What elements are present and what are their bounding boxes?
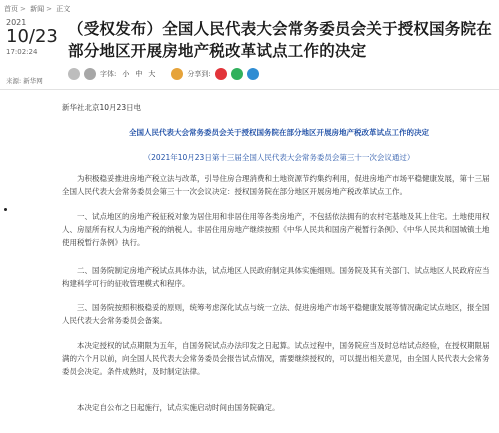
weibo-icon[interactable] [215, 68, 227, 80]
breadcrumb-separator: > [46, 5, 52, 13]
article-paragraph: 二、国务院制定房地产税试点具体办法，试点地区人民政府制定具体实施细则。国务院及其有关部门、试点地区人民政府应当构建科学可行的征收管理模式和程序。 [62, 266, 490, 288]
wechat-icon[interactable] [231, 68, 243, 80]
share-icon [171, 68, 183, 80]
breadcrumb [4, 4, 72, 14]
header-divider [0, 89, 499, 90]
document-subtitle: （2021年10月23日第十三届全国人民代表大会常务委员会第三十一次会议通过） [143, 153, 415, 162]
font-size-label: 字体: [100, 70, 117, 78]
breadcrumb-current: 正文 [56, 5, 71, 13]
share-label: 分享到: [187, 70, 211, 78]
article-paragraph: 本决定自公布之日起施行，试点实施启动时间由国务院确定。 [77, 403, 280, 412]
article-dateline: 新华社北京10月23日电 [62, 103, 142, 112]
breadcrumb-separator: > [20, 5, 26, 13]
breadcrumb-home-link[interactable]: 首页 [4, 5, 18, 13]
article-paragraph: 为积极稳妥推进房地产税立法与改革，引导住房合理消费和土地资源节约集约利用，促进房地产市场平稳健康发展，第十三届全国人民代表大会常务委员会第三十一次会议决定：授权国务院在部分地区开展房地产税改革试点工作。 [62, 174, 490, 196]
article-toolbar [68, 66, 259, 82]
font-small-button[interactable]: 小 [122, 70, 130, 78]
article-paragraph: 三、国务院按照积极稳妥的原则，统筹考虑深化试点与统一立法、促进房地产市场平稳健康发展等情况确定试点地区，报全国人民代表大会常务委员会备案。 [62, 303, 490, 325]
bullet-marker [4, 208, 7, 211]
page-title: （受权发布）全国人民代表大会常务委员会关于授权国务院在部分地区开展房地产税改革试点工作的决定 [68, 20, 492, 60]
print-icon[interactable] [68, 68, 80, 80]
font-icon [84, 68, 96, 80]
source-label: 来源: 新华网 [6, 77, 43, 85]
publish-time: 17:02:24 [6, 48, 38, 56]
article-paragraph: 一、试点地区的房地产税征税对象为居住用和非居住用等各类房地产，不包括依法拥有的农村宅基地及其上住宅。土地使用权人、房屋所有权人为房地产税的纳税人。非居住用房地产继续按照《中华人民共和国房产税暂行条例》、《中华人民共和国城镇土地使用税暂行条例》执行。 [62, 212, 490, 247]
publish-month-day: 10/23 [6, 26, 58, 47]
qzone-icon[interactable] [247, 68, 259, 80]
font-large-button[interactable]: 大 [148, 70, 156, 78]
article-paragraph: 本决定授权的试点期限为五年，自国务院试点办法印发之日起算。试点过程中，国务院应当及时总结试点经验，在授权期限届满的六个月以前，向全国人民代表大会常务委员会报告试点情况，需要继续授权的，可以提出相关意见，由全国人民代表大会常务委员会决定。条件成熟时，及时制定法律。 [62, 341, 490, 376]
publish-year: 2021 [6, 18, 27, 27]
document-title: 全国人民代表大会常务委员会关于授权国务院在部分地区开展房地产税改革试点工作的决定 [129, 128, 429, 137]
breadcrumb-news-link[interactable]: 新闻 [30, 5, 45, 13]
font-medium-button[interactable]: 中 [135, 70, 143, 78]
publish-date-block [6, 18, 58, 56]
